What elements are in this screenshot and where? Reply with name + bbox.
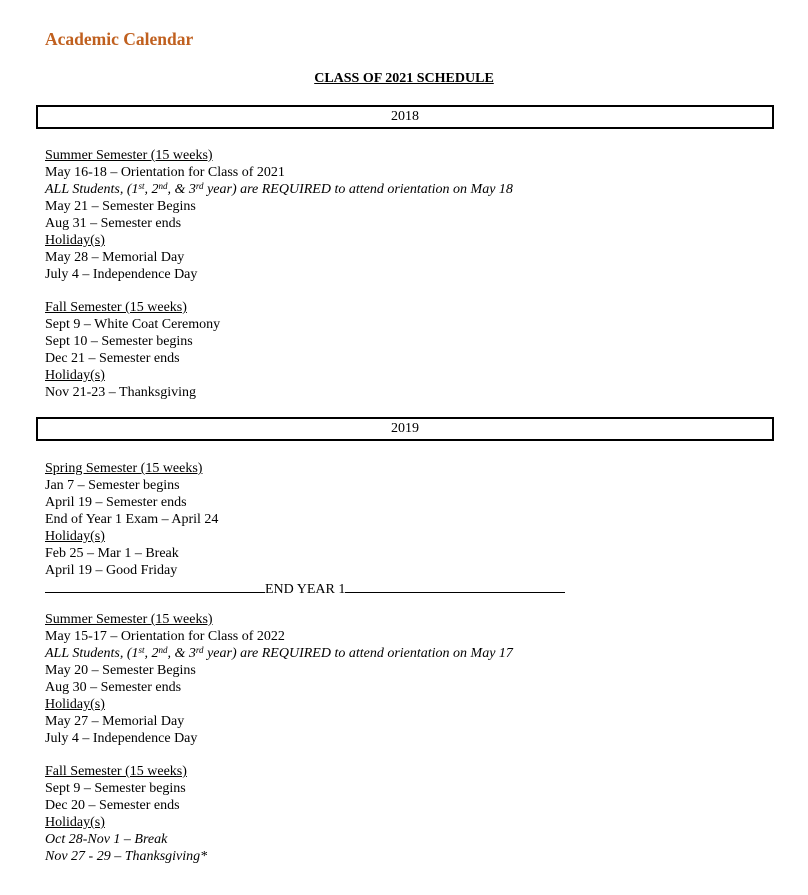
- schedule-line: Sept 10 – Semester begins: [45, 334, 193, 349]
- ordinal-suffix: st: [138, 645, 145, 655]
- summer-semester-2018: [45, 147, 513, 283]
- holiday-line: July 4 – Independence Day: [45, 731, 198, 746]
- page-heading: Academic Calendar: [45, 29, 194, 49]
- schedule-line: Aug 30 – Semester ends: [45, 680, 182, 695]
- schedule-line: April 19 – Semester ends: [45, 495, 187, 510]
- ordinal-suffix: rd: [195, 645, 204, 655]
- holiday-line: Oct 28-Nov 1 – Break: [45, 832, 168, 847]
- end-year-label: END YEAR 1: [265, 582, 346, 597]
- semester-title: Fall Semester (15 weeks): [45, 300, 187, 315]
- semester-title: Summer Semester (15 weeks): [45, 148, 213, 163]
- schedule-line: May 15-17 – Orientation for Class of 2022: [45, 629, 285, 644]
- holiday-line: April 19 – Good Friday: [45, 563, 178, 578]
- ordinal-suffix: nd: [158, 645, 168, 655]
- semester-title: Spring Semester (15 weeks): [45, 461, 203, 476]
- schedule-line: May 16-18 – Orientation for Class of 2021: [45, 165, 285, 180]
- year-header-2018: 2018: [36, 105, 774, 129]
- summer-semester-2019: [45, 611, 513, 747]
- spring-semester-2019: [45, 460, 565, 596]
- note-text: year) are REQUIRED to attend orientation on May 17: [203, 646, 513, 661]
- divider-rule: [345, 579, 565, 593]
- divider-rule: [45, 579, 265, 593]
- schedule-line: Dec 21 – Semester ends: [45, 351, 180, 366]
- ordinal-suffix: rd: [195, 181, 204, 191]
- holidays-label: Holiday(s): [45, 368, 105, 383]
- orientation-note: [45, 645, 513, 662]
- note-text: , 2: [144, 646, 159, 661]
- holidays-label: Holiday(s): [45, 529, 105, 544]
- fall-semester-2019: [45, 763, 207, 865]
- schedule-title: CLASS OF 2021 SCHEDULE: [314, 71, 494, 86]
- ordinal-suffix: st: [138, 181, 145, 191]
- note-text: , & 3: [167, 182, 196, 197]
- ordinal-suffix: nd: [158, 181, 168, 191]
- schedule-line: May 20 – Semester Begins: [45, 663, 196, 678]
- note-text: , 2: [144, 182, 159, 197]
- fall-semester-2018: [45, 299, 220, 401]
- holidays-label: Holiday(s): [45, 697, 105, 712]
- holidays-label: Holiday(s): [45, 233, 105, 248]
- end-year-divider: [45, 579, 565, 596]
- schedule-line: End of Year 1 Exam – April 24: [45, 512, 219, 527]
- schedule-line: Jan 7 – Semester begins: [45, 478, 180, 493]
- holiday-line: July 4 – Independence Day: [45, 267, 198, 282]
- semester-title: Fall Semester (15 weeks): [45, 764, 187, 779]
- holiday-line: Nov 21-23 – Thanksgiving: [45, 385, 197, 400]
- schedule-line: May 21 – Semester Begins: [45, 199, 196, 214]
- note-text: ALL Students, (1: [45, 646, 139, 661]
- schedule-line: Sept 9 – Semester begins: [45, 781, 186, 796]
- schedule-line: Dec 20 – Semester ends: [45, 798, 180, 813]
- note-text: year) are REQUIRED to attend orientation on May 18: [203, 182, 513, 197]
- orientation-note: [45, 181, 513, 198]
- holidays-label: Holiday(s): [45, 815, 105, 830]
- semester-title: Summer Semester (15 weeks): [45, 612, 213, 627]
- holiday-line: May 27 – Memorial Day: [45, 714, 185, 729]
- note-text: , & 3: [167, 646, 196, 661]
- schedule-line: Sept 9 – White Coat Ceremony: [45, 317, 221, 332]
- holiday-line: May 28 – Memorial Day: [45, 250, 185, 265]
- note-text: ALL Students, (1: [45, 182, 139, 197]
- holiday-line: Feb 25 – Mar 1 – Break: [45, 546, 179, 561]
- schedule-line: Aug 31 – Semester ends: [45, 216, 182, 231]
- year-header-2019: 2019: [36, 417, 774, 441]
- holiday-line: Nov 27 - 29 – Thanksgiving*: [45, 849, 208, 864]
